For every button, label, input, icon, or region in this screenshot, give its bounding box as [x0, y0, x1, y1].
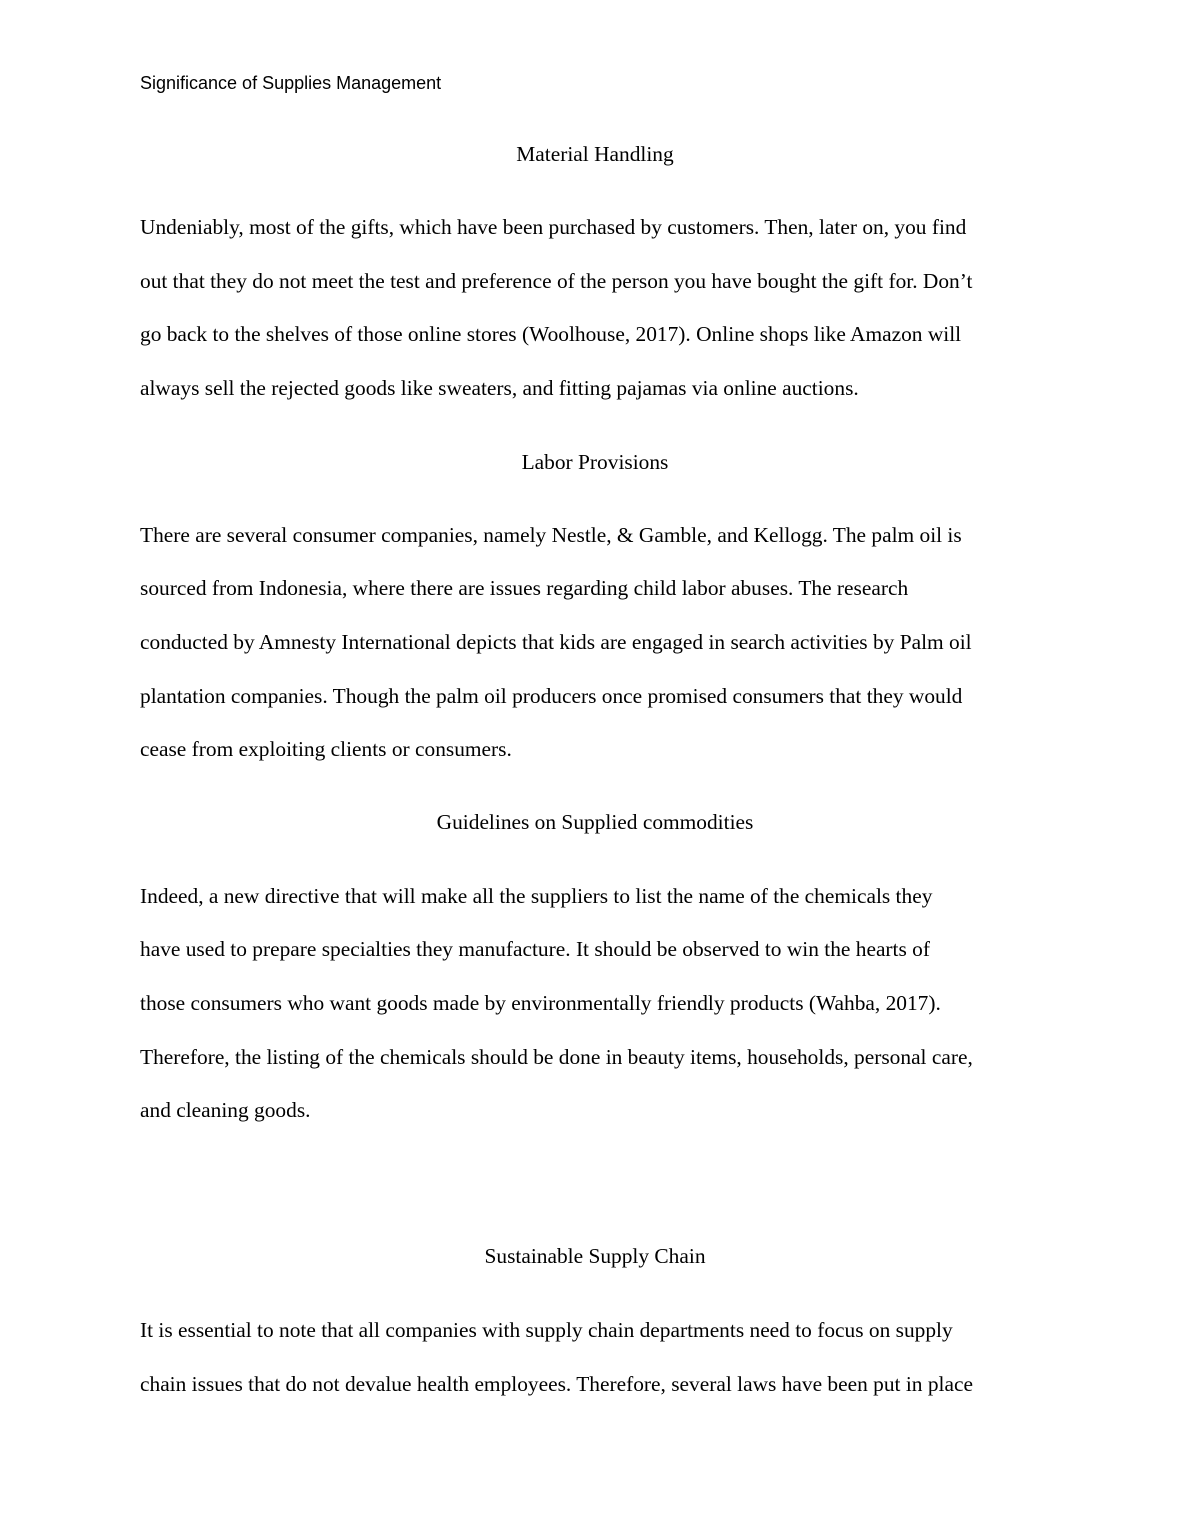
- section-heading-guidelines: Guidelines on Supplied commodities: [436, 810, 754, 834]
- body-line: and cleaning goods.: [140, 1098, 311, 1122]
- body-line: plantation companies. Though the palm oil producers once promised consumers that they would: [140, 684, 963, 708]
- body-line: chain issues that do not devalue health employees. Therefore, several laws have been put in place: [140, 1372, 973, 1396]
- section-heading-material-handling: Material Handling: [516, 142, 674, 166]
- body-line: go back to the shelves of those online stores (Woolhouse, 2017). Online shops like Amazon will: [140, 322, 962, 346]
- body-line: those consumers who want goods made by environmentally friendly products (Wahba, 2017).: [140, 991, 941, 1015]
- body-line: cease from exploiting clients or consumers.: [140, 737, 512, 761]
- body-line: Indeed, a new directive that will make all the suppliers to list the name of the chemicals they: [140, 884, 933, 908]
- running-head-title: Significance of Supplies Management: [140, 73, 442, 93]
- body-line: There are several consumer companies, namely Nestle, & Gamble, and Kellogg. The palm oil is: [140, 523, 962, 547]
- body-line: have used to prepare specialties they manufacture. It should be observed to win the hearts of: [140, 937, 930, 961]
- section-heading-labor-provisions: Labor Provisions: [521, 450, 669, 474]
- body-line: conducted by Amnesty International depicts that kids are engaged in search activities by Palm oil: [140, 630, 972, 654]
- section-heading-sustainable-supply-chain: Sustainable Supply Chain: [484, 1244, 706, 1268]
- body-line: always sell the rejected goods like sweaters, and fitting pajamas via online auctions.: [140, 376, 859, 400]
- body-line: Undeniably, most of the gifts, which have been purchased by customers. Then, later on, you find: [140, 215, 967, 239]
- body-line: Therefore, the listing of the chemicals should be done in beauty items, households, personal care,: [140, 1045, 973, 1069]
- body-line: sourced from Indonesia, where there are issues regarding child labor abuses. The research: [140, 576, 909, 600]
- body-line: It is essential to note that all companies with supply chain departments need to focus on supply: [140, 1318, 953, 1342]
- body-line: out that they do not meet the test and preference of the person you have bought the gift for. Don’t: [140, 269, 973, 293]
